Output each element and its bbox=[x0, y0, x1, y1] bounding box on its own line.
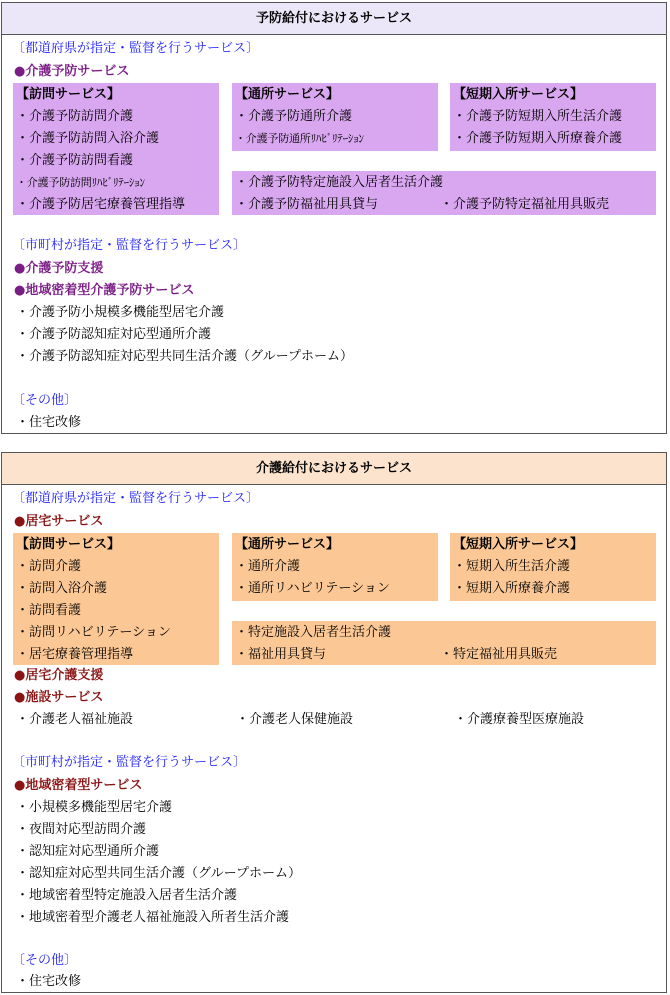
visit-services-box bbox=[13, 83, 219, 215]
list-item: ・訪問看護 bbox=[16, 603, 82, 618]
preventive-panel-title: 予防給付におけるサービス bbox=[2, 3, 666, 35]
other-heading: 〔その他〕 bbox=[12, 393, 78, 408]
list-item: ・地域密着型特定施設入居者生活介護 bbox=[16, 888, 238, 903]
list-item: ・介護予防訪問介護 bbox=[16, 109, 134, 124]
list-item: ・介護予防特定福祉用具販売 bbox=[440, 197, 610, 212]
list-item: ・介護予防短期入所生活介護 bbox=[453, 109, 623, 124]
prefectural-heading: 〔都道府県が指定・監督を行うサービス〕 bbox=[12, 491, 260, 506]
care-prevention-support-label: ●介護予防支援 bbox=[14, 261, 104, 276]
care-prevention-services-label: ●介護予防サービス bbox=[14, 64, 130, 79]
list-item: ・介護老人保健施設 bbox=[236, 712, 354, 727]
home-services-label: ●居宅サービス bbox=[14, 514, 104, 529]
list-item: ・介護老人福祉施設 bbox=[16, 712, 134, 727]
list-item: ・居宅療養管理指導 bbox=[16, 647, 134, 662]
list-item: ・短期入所生活介護 bbox=[453, 559, 571, 574]
list-item: ・特定福祉用具販売 bbox=[440, 647, 558, 662]
home-care-support-label: ●居宅介護支援 bbox=[14, 668, 104, 683]
list-item: ・介護予防認知症対応型共同生活介護（グループホーム） bbox=[16, 349, 353, 364]
list-item: ・短期入所療養介護 bbox=[453, 581, 571, 596]
community-services-label: ●地域密着型サービス bbox=[14, 778, 143, 793]
list-item: ・夜間対応型訪問介護 bbox=[16, 822, 147, 837]
list-item: ・訪問介護 bbox=[16, 559, 82, 574]
preventive-benefits-panel bbox=[1, 2, 667, 434]
list-item: ・介護予防認知症対応型通所介護 bbox=[16, 327, 212, 342]
care-panel-title: 介護給付におけるサービス bbox=[2, 453, 666, 485]
list-item: ・介護予防訪問入浴介護 bbox=[16, 131, 160, 146]
municipal-heading: 〔市町村が指定・監督を行うサービス〕 bbox=[12, 238, 247, 253]
other-heading: 〔その他〕 bbox=[12, 953, 78, 968]
list-item: ・介護予防短期入所療養介護 bbox=[453, 131, 623, 146]
prefectural-heading: 〔都道府県が指定・監督を行うサービス〕 bbox=[12, 41, 260, 56]
list-item: ・小規模多機能型居宅介護 bbox=[16, 800, 173, 815]
facility-services-label: ●施設サービス bbox=[14, 690, 104, 705]
list-item: ・認知症対応型共同生活介護（グループホーム） bbox=[16, 866, 301, 881]
list-item: ・介護療養型医療施設 bbox=[454, 712, 585, 727]
daycare-services-title: 【通所サービス】 bbox=[235, 87, 340, 102]
list-item: ・福祉用具貸与 bbox=[235, 647, 327, 662]
list-item: ・介護予防訪問ﾘﾊﾋﾞﾘﾃｰｼｮﾝ bbox=[16, 176, 145, 189]
list-item: ・介護予防訪問看護 bbox=[16, 153, 134, 168]
list-item: ・介護予防福祉用具貸与 bbox=[235, 197, 379, 212]
list-item: ・訪問入浴介護 bbox=[16, 581, 108, 596]
facility-equipment-box bbox=[232, 621, 656, 665]
visit-services-title: 【訪問サービス】 bbox=[16, 87, 121, 102]
municipal-heading: 〔市町村が指定・監督を行うサービス〕 bbox=[12, 755, 247, 770]
shortstay-services-title: 【短期入所サービス】 bbox=[453, 87, 584, 102]
list-item: ・訪問リハビリテーション bbox=[16, 625, 171, 640]
list-item: ・介護予防小規模多機能型居宅介護 bbox=[16, 305, 225, 320]
list-item: ・地域密着型介護老人福祉施設入所者生活介護 bbox=[16, 910, 290, 925]
list-item: ・通所介護 bbox=[235, 559, 301, 574]
visit-services-title: 【訪問サービス】 bbox=[16, 537, 121, 552]
community-prevention-label: ●地域密着型介護予防サービス bbox=[14, 283, 195, 298]
daycare-services-title: 【通所サービス】 bbox=[235, 537, 340, 552]
list-item: ・特定施設入居者生活介護 bbox=[235, 625, 392, 640]
list-item: ・介護予防居宅療養管理指導 bbox=[16, 197, 186, 212]
list-item: ・介護予防通所ﾘﾊﾋﾞﾘﾃｰｼｮﾝ bbox=[235, 132, 364, 145]
facility-equipment-box bbox=[232, 171, 656, 215]
daycare-services-box bbox=[232, 83, 438, 151]
list-item: ・認知症対応型通所介護 bbox=[16, 844, 160, 859]
list-item: ・介護予防通所介護 bbox=[235, 109, 353, 124]
shortstay-services-box bbox=[450, 83, 656, 151]
shortstay-services-box bbox=[450, 533, 656, 601]
daycare-services-box bbox=[232, 533, 438, 601]
visit-services-box bbox=[13, 533, 219, 665]
list-item: ・通所リハビリテーション bbox=[235, 581, 390, 596]
care-benefits-panel bbox=[1, 452, 667, 993]
list-item: ・介護予防特定施設入居者生活介護 bbox=[235, 175, 444, 190]
shortstay-services-title: 【短期入所サービス】 bbox=[453, 537, 584, 552]
list-item: ・住宅改修 bbox=[16, 974, 82, 989]
list-item: ・住宅改修 bbox=[16, 415, 82, 430]
